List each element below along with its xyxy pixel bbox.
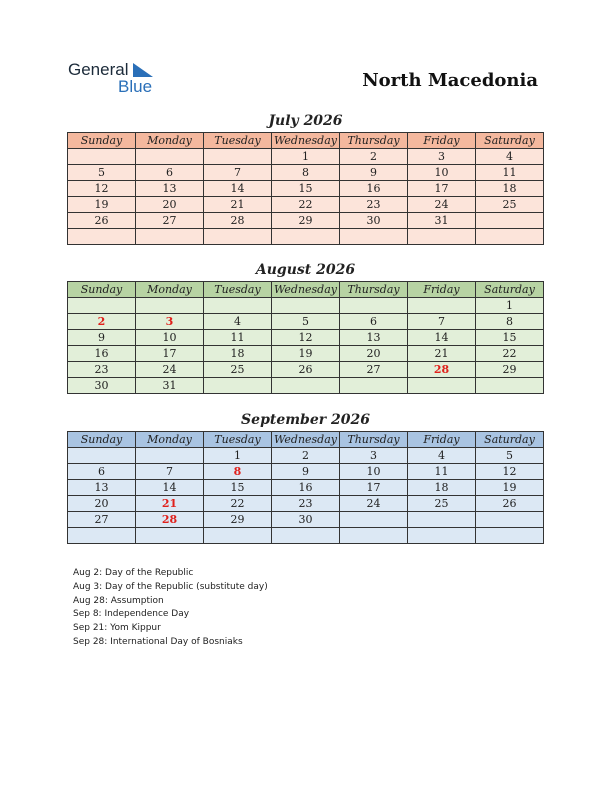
day-cell: 15 (204, 480, 272, 496)
day-cell (408, 378, 476, 394)
day-cell: 14 (136, 480, 204, 496)
weekday-header: Wednesday (272, 282, 340, 298)
day-cell (340, 298, 408, 314)
day-cell (408, 512, 476, 528)
holiday-note: Aug 28: Assumption (73, 595, 164, 606)
week-row (68, 464, 544, 480)
week-row (68, 229, 544, 245)
weekday-header: Tuesday (204, 133, 272, 149)
day-cell: 4 (476, 149, 544, 165)
day-cell: 14 (408, 330, 476, 346)
day-cell: 6 (136, 165, 204, 181)
day-cell: 25 (204, 362, 272, 378)
day-cell: 27 (136, 213, 204, 229)
day-cell: 3 (340, 448, 408, 464)
day-cell: 20 (68, 496, 136, 512)
day-cell: 25 (476, 197, 544, 213)
month-july (67, 111, 544, 245)
day-cell: 29 (476, 362, 544, 378)
week-row (68, 378, 544, 394)
weekday-header: Monday (136, 133, 204, 149)
day-cell: 11 (204, 330, 272, 346)
holiday-note: Sep 28: International Day of Bosniaks (73, 636, 243, 647)
holiday-day-cell: 2 (68, 314, 136, 330)
day-cell: 22 (272, 197, 340, 213)
day-cell: 20 (136, 197, 204, 213)
day-cell: 22 (204, 496, 272, 512)
day-cell: 5 (68, 165, 136, 181)
day-cell (136, 448, 204, 464)
day-cell: 27 (340, 362, 408, 378)
day-cell: 19 (272, 346, 340, 362)
day-cell: 29 (272, 213, 340, 229)
logo-word-blue: Blue (118, 77, 153, 96)
day-cell (204, 229, 272, 245)
weekday-header-row (68, 432, 544, 448)
day-cell: 8 (476, 314, 544, 330)
day-cell (204, 378, 272, 394)
weekday-header: Monday (136, 432, 204, 448)
weekday-header: Thursday (340, 432, 408, 448)
day-cell: 2 (340, 149, 408, 165)
day-cell: 9 (68, 330, 136, 346)
day-cell: 27 (68, 512, 136, 528)
day-cell: 3 (408, 149, 476, 165)
weekday-header-row (68, 133, 544, 149)
day-cell: 21 (204, 197, 272, 213)
day-cell: 25 (408, 496, 476, 512)
weekday-header: Thursday (340, 133, 408, 149)
day-cell: 9 (272, 464, 340, 480)
day-cell: 23 (272, 496, 340, 512)
day-cell: 6 (340, 314, 408, 330)
weekday-header: Saturday (476, 282, 544, 298)
day-cell (408, 528, 476, 544)
day-cell: 16 (272, 480, 340, 496)
holiday-day-cell: 21 (136, 496, 204, 512)
day-cell (272, 528, 340, 544)
day-cell: 31 (408, 213, 476, 229)
weekday-header-row (68, 282, 544, 298)
day-cell (68, 298, 136, 314)
day-cell: 18 (476, 181, 544, 197)
day-cell: 19 (68, 197, 136, 213)
day-cell (272, 378, 340, 394)
holiday-note: Aug 2: Day of the Republic (73, 568, 194, 578)
day-cell: 19 (476, 480, 544, 496)
day-cell (476, 528, 544, 544)
calendar-table (67, 132, 544, 245)
country-title: North Macedonia (362, 70, 538, 91)
day-cell (408, 229, 476, 245)
weekday-header: Friday (408, 282, 476, 298)
day-cell: 17 (136, 346, 204, 362)
day-cell (476, 378, 544, 394)
month-september (67, 410, 544, 544)
day-cell: 7 (408, 314, 476, 330)
day-cell: 30 (272, 512, 340, 528)
day-cell: 10 (340, 464, 408, 480)
day-cell: 1 (476, 298, 544, 314)
day-cell: 24 (136, 362, 204, 378)
weekday-header: Monday (136, 282, 204, 298)
day-cell: 30 (340, 213, 408, 229)
day-cell (476, 512, 544, 528)
generalblue-logo (68, 60, 168, 96)
day-cell (68, 149, 136, 165)
day-cell: 21 (408, 346, 476, 362)
holiday-note: Sep 8: Independence Day (73, 609, 190, 620)
day-cell: 31 (136, 378, 204, 394)
day-cell (136, 298, 204, 314)
holiday-day-cell: 28 (408, 362, 476, 378)
day-cell: 16 (340, 181, 408, 197)
day-cell: 13 (68, 480, 136, 496)
weekday-header: Sunday (68, 282, 136, 298)
day-cell: 1 (272, 149, 340, 165)
week-row (68, 480, 544, 496)
month-august (67, 260, 544, 394)
weekday-header: Saturday (476, 133, 544, 149)
holiday-notes (73, 567, 268, 650)
day-cell (68, 448, 136, 464)
weekday-header: Wednesday (272, 432, 340, 448)
day-cell (136, 149, 204, 165)
day-cell: 12 (476, 464, 544, 480)
week-row (68, 165, 544, 181)
week-row (68, 298, 544, 314)
day-cell (272, 229, 340, 245)
week-row (68, 314, 544, 330)
day-cell: 24 (408, 197, 476, 213)
day-cell (136, 229, 204, 245)
day-cell: 24 (340, 496, 408, 512)
day-cell: 26 (272, 362, 340, 378)
weekday-header: Sunday (68, 133, 136, 149)
day-cell: 22 (476, 346, 544, 362)
month-title: July 2026 (268, 113, 343, 129)
day-cell (476, 229, 544, 245)
weekday-header: Friday (408, 133, 476, 149)
day-cell: 18 (408, 480, 476, 496)
day-cell: 5 (272, 314, 340, 330)
week-row (68, 181, 544, 197)
week-row (68, 197, 544, 213)
day-cell: 29 (204, 512, 272, 528)
day-cell: 12 (272, 330, 340, 346)
week-row (68, 149, 544, 165)
day-cell: 10 (408, 165, 476, 181)
day-cell (408, 298, 476, 314)
day-cell: 23 (340, 197, 408, 213)
logo-triangle-icon (133, 63, 153, 77)
day-cell: 26 (68, 213, 136, 229)
day-cell: 11 (476, 165, 544, 181)
day-cell: 26 (476, 496, 544, 512)
day-cell (340, 512, 408, 528)
day-cell (204, 298, 272, 314)
weekday-header: Tuesday (204, 282, 272, 298)
day-cell (68, 528, 136, 544)
day-cell: 15 (476, 330, 544, 346)
week-row (68, 213, 544, 229)
day-cell: 17 (340, 480, 408, 496)
day-cell: 11 (408, 464, 476, 480)
day-cell: 16 (68, 346, 136, 362)
day-cell: 17 (408, 181, 476, 197)
day-cell (136, 528, 204, 544)
calendar-table (67, 431, 544, 544)
logo-word-general: General (68, 60, 129, 79)
holiday-day-cell: 3 (136, 314, 204, 330)
weekday-header: Friday (408, 432, 476, 448)
day-cell (340, 229, 408, 245)
holiday-day-cell: 8 (204, 464, 272, 480)
day-cell: 18 (204, 346, 272, 362)
day-cell: 28 (204, 213, 272, 229)
weekday-header: Saturday (476, 432, 544, 448)
week-row (68, 346, 544, 362)
day-cell: 30 (68, 378, 136, 394)
day-cell: 13 (340, 330, 408, 346)
week-row (68, 330, 544, 346)
holiday-day-cell: 28 (136, 512, 204, 528)
day-cell (340, 528, 408, 544)
month-title: August 2026 (255, 262, 356, 278)
day-cell: 13 (136, 181, 204, 197)
weekday-header: Tuesday (204, 432, 272, 448)
week-row (68, 362, 544, 378)
day-cell: 12 (68, 181, 136, 197)
weekday-header: Thursday (340, 282, 408, 298)
day-cell: 9 (340, 165, 408, 181)
day-cell (204, 528, 272, 544)
weekday-header: Sunday (68, 432, 136, 448)
day-cell: 1 (204, 448, 272, 464)
day-cell: 6 (68, 464, 136, 480)
week-row (68, 448, 544, 464)
day-cell (204, 149, 272, 165)
holiday-note: Aug 3: Day of the Republic (substitute day) (73, 581, 268, 592)
day-cell: 14 (204, 181, 272, 197)
week-row (68, 512, 544, 528)
day-cell: 2 (272, 448, 340, 464)
day-cell: 5 (476, 448, 544, 464)
weekday-header: Wednesday (272, 133, 340, 149)
day-cell: 10 (136, 330, 204, 346)
week-row (68, 496, 544, 512)
day-cell: 20 (340, 346, 408, 362)
day-cell: 23 (68, 362, 136, 378)
week-row (68, 528, 544, 544)
day-cell: 15 (272, 181, 340, 197)
day-cell (68, 229, 136, 245)
day-cell: 8 (272, 165, 340, 181)
day-cell (476, 213, 544, 229)
day-cell: 7 (204, 165, 272, 181)
day-cell: 4 (204, 314, 272, 330)
month-title: September 2026 (241, 412, 370, 428)
day-cell: 4 (408, 448, 476, 464)
holiday-note: Sep 21: Yom Kippur (73, 623, 161, 634)
day-cell (340, 378, 408, 394)
calendar-table (67, 281, 544, 394)
day-cell (272, 298, 340, 314)
day-cell: 7 (136, 464, 204, 480)
